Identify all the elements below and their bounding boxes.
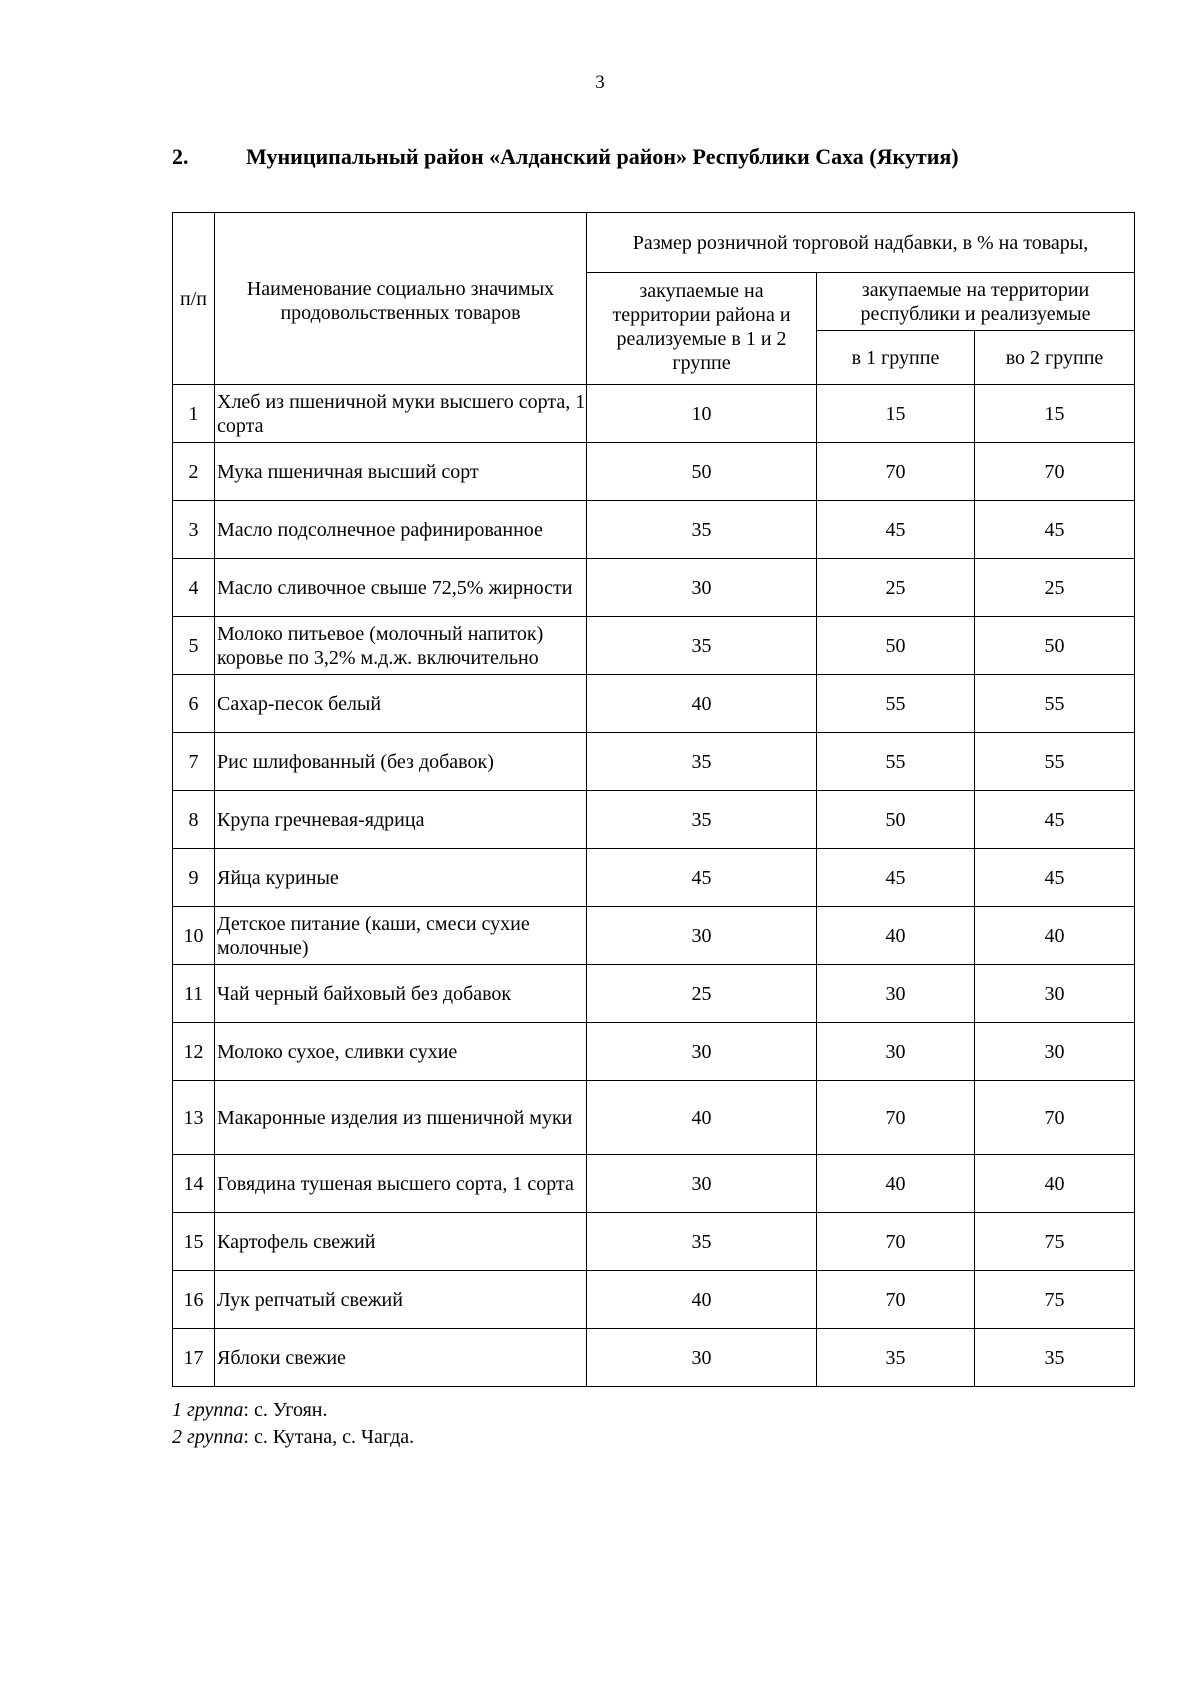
row-local: 30 — [587, 559, 817, 617]
row-num: 11 — [173, 965, 215, 1023]
row-num: 1 — [173, 385, 215, 443]
row-group1: 50 — [817, 617, 975, 675]
row-local: 30 — [587, 1329, 817, 1387]
footnote-group2 — [172, 1424, 414, 1451]
row-num: 5 — [173, 617, 215, 675]
table-row — [173, 1081, 1135, 1155]
row-local: 50 — [587, 443, 817, 501]
row-group2: 70 — [975, 1081, 1135, 1155]
footnote-text: : с. Угоян. — [243, 1399, 328, 1421]
row-name: Крупа гречневая-ядрица — [215, 791, 587, 849]
footnote-text: : с. Кутана, с. Чагда. — [243, 1426, 415, 1448]
row-num: 16 — [173, 1271, 215, 1329]
row-group2: 75 — [975, 1213, 1135, 1271]
row-group2: 45 — [975, 849, 1135, 907]
row-num: 14 — [173, 1155, 215, 1213]
header-name — [215, 213, 587, 385]
table-row — [173, 733, 1135, 791]
row-group1: 45 — [817, 849, 975, 907]
row-name: Чай черный байховый без добавок — [215, 965, 587, 1023]
row-group2: 30 — [975, 965, 1135, 1023]
section-title: Муниципальный район «Алданский район» Республики Саха (Якутия) — [246, 144, 959, 169]
row-group2: 40 — [975, 1155, 1135, 1213]
row-name: Масло сливочное свыше 72,5% жирности — [215, 559, 587, 617]
row-group1: 50 — [817, 791, 975, 849]
row-group1: 30 — [817, 1023, 975, 1081]
row-group2: 25 — [975, 559, 1135, 617]
table-row — [173, 1329, 1135, 1387]
row-group2: 55 — [975, 675, 1135, 733]
row-group2: 50 — [975, 617, 1135, 675]
row-num: 4 — [173, 559, 215, 617]
row-group1: 70 — [817, 1081, 975, 1155]
row-name: Хлеб из пшеничной муки высшего сорта, 1 сорта — [215, 385, 587, 443]
row-group2: 45 — [975, 791, 1135, 849]
table-row — [173, 443, 1135, 501]
row-local: 30 — [587, 1155, 817, 1213]
row-name: Яблоки свежие — [215, 1329, 587, 1387]
row-name: Говядина тушеная высшего сорта, 1 сорта — [215, 1155, 587, 1213]
footnotes — [172, 1397, 414, 1451]
row-name: Лук репчатый свежий — [215, 1271, 587, 1329]
row-num: 8 — [173, 791, 215, 849]
row-local: 35 — [587, 617, 817, 675]
row-group2: 45 — [975, 501, 1135, 559]
header-num: п/п — [173, 213, 215, 385]
row-num: 6 — [173, 675, 215, 733]
footnote-label: 2 группа — [172, 1426, 244, 1448]
row-name: Молоко питьевое (молочный напиток) коровье по 3,2% м.д.ж. включительно — [215, 617, 587, 675]
row-group1: 40 — [817, 907, 975, 965]
table-row — [173, 675, 1135, 733]
row-name: Яйца куриные — [215, 849, 587, 907]
header-group1: в 1 группе — [817, 331, 975, 385]
row-name: Молоко сухое, сливки сухие — [215, 1023, 587, 1081]
row-group1: 30 — [817, 965, 975, 1023]
table-row — [173, 1271, 1135, 1329]
row-name: Детское питание (каши, смеси сухие молочные) — [215, 907, 587, 965]
table-row — [173, 559, 1135, 617]
row-group2: 75 — [975, 1271, 1135, 1329]
table-row — [173, 617, 1135, 675]
row-num: 9 — [173, 849, 215, 907]
table-row — [173, 1023, 1135, 1081]
table-row — [173, 501, 1135, 559]
table-row — [173, 1213, 1135, 1271]
header-markup: Размер розничной торговой надбавки, в % на товары, — [587, 213, 1135, 273]
row-num: 15 — [173, 1213, 215, 1271]
row-num: 2 — [173, 443, 215, 501]
row-local: 35 — [587, 501, 817, 559]
table-row — [173, 965, 1135, 1023]
row-name: Масло подсолнечное рафинированное — [215, 501, 587, 559]
header-name-text: Наименование социально значимых продовольственных товаров — [246, 278, 555, 324]
row-group2: 70 — [975, 443, 1135, 501]
table-row — [173, 791, 1135, 849]
row-group2: 40 — [975, 907, 1135, 965]
row-local: 10 — [587, 385, 817, 443]
row-group1: 40 — [817, 1155, 975, 1213]
row-group2: 30 — [975, 1023, 1135, 1081]
row-name: Рис шлифованный (без добавок) — [215, 733, 587, 791]
table-row — [173, 849, 1135, 907]
row-group1: 55 — [817, 675, 975, 733]
table-row — [173, 385, 1135, 443]
row-num: 17 — [173, 1329, 215, 1387]
row-num: 10 — [173, 907, 215, 965]
row-local: 40 — [587, 1081, 817, 1155]
page-number: 3 — [595, 72, 605, 93]
row-group1: 45 — [817, 501, 975, 559]
row-local: 35 — [587, 791, 817, 849]
row-local: 40 — [587, 675, 817, 733]
row-name: Сахар-песок белый — [215, 675, 587, 733]
row-local: 40 — [587, 1271, 817, 1329]
row-group1: 25 — [817, 559, 975, 617]
row-group2: 55 — [975, 733, 1135, 791]
row-name: Картофель свежий — [215, 1213, 587, 1271]
row-name: Мука пшеничная высший сорт — [215, 443, 587, 501]
row-name: Макаронные изделия из пшеничной муки — [215, 1081, 587, 1155]
section-number: 2. — [172, 144, 189, 169]
row-num: 3 — [173, 501, 215, 559]
row-local: 45 — [587, 849, 817, 907]
table-row — [173, 907, 1135, 965]
row-local: 35 — [587, 733, 817, 791]
row-group1: 70 — [817, 443, 975, 501]
row-group2: 35 — [975, 1329, 1135, 1387]
header-group2: во 2 группе — [975, 331, 1135, 385]
header-local: закупаемые на территории района и реализуемые в 1 и 2 группе — [587, 273, 817, 385]
row-local: 30 — [587, 1023, 817, 1081]
row-local: 25 — [587, 965, 817, 1023]
row-local: 30 — [587, 907, 817, 965]
row-num: 12 — [173, 1023, 215, 1081]
header-republic: закупаемые на территории республики и реализуемые — [817, 273, 1135, 331]
row-group1: 55 — [817, 733, 975, 791]
markup-table — [172, 212, 1135, 1387]
footnote-group1 — [172, 1397, 414, 1424]
footnote-label: 1 группа — [172, 1399, 244, 1421]
table-row — [173, 1155, 1135, 1213]
row-group1: 70 — [817, 1271, 975, 1329]
row-num: 13 — [173, 1081, 215, 1155]
section-heading — [172, 144, 959, 170]
row-local: 35 — [587, 1213, 817, 1271]
row-num: 7 — [173, 733, 215, 791]
row-group1: 35 — [817, 1329, 975, 1387]
row-group1: 15 — [817, 385, 975, 443]
row-group1: 70 — [817, 1213, 975, 1271]
row-group2: 15 — [975, 385, 1135, 443]
